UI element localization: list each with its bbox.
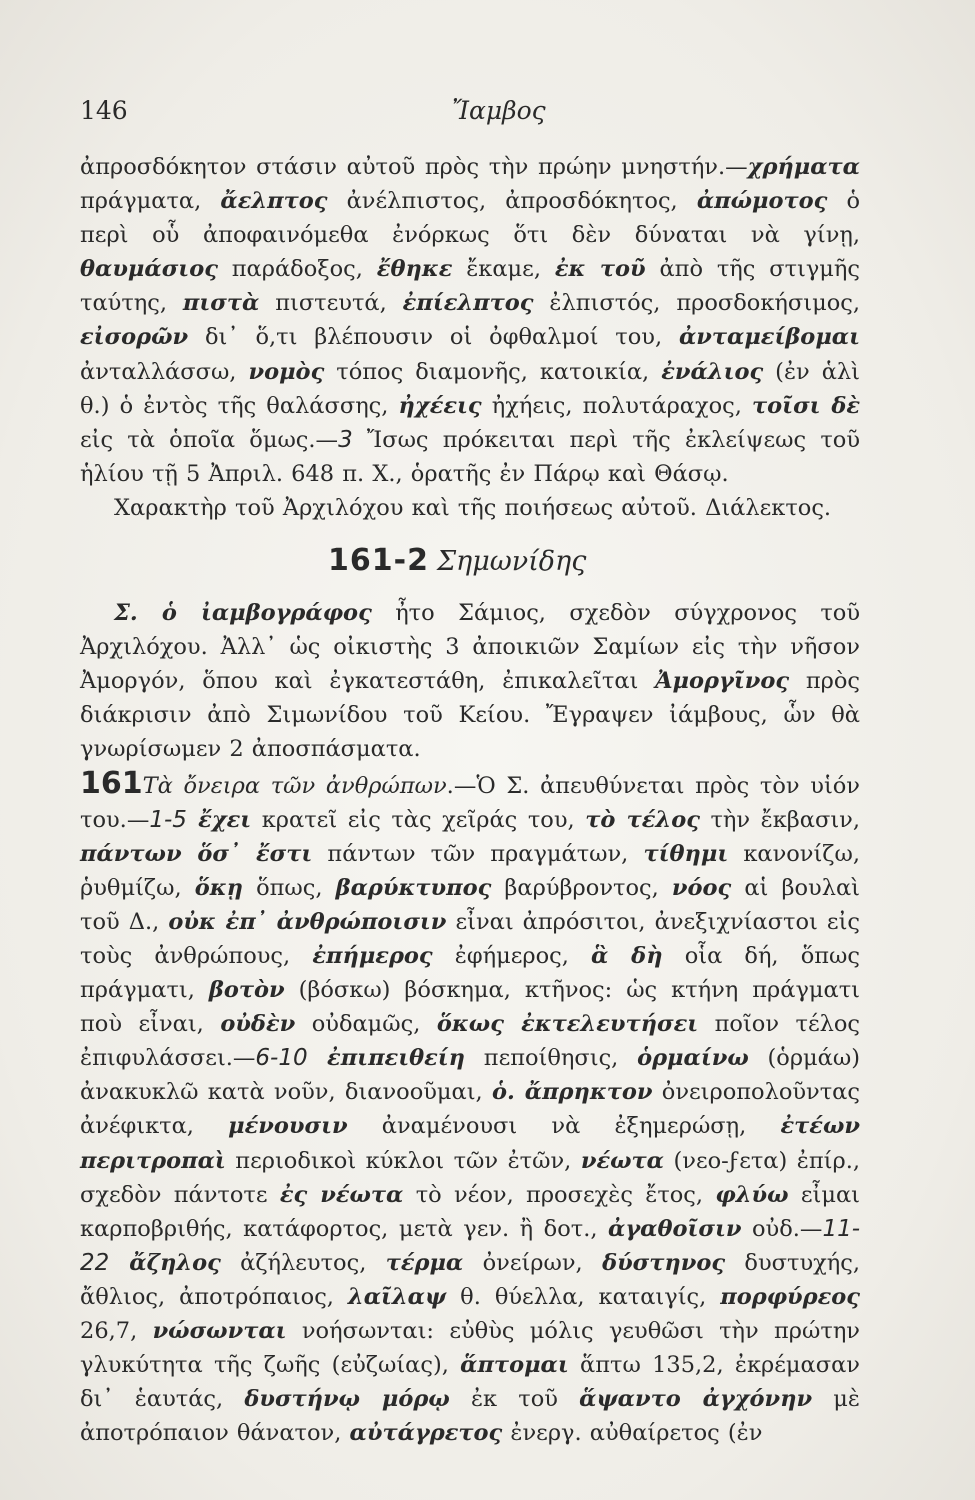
simonides-intro-paragraph: Σ. ὁ ἰαμβογράφος ἦτο Σάμιος, σχεδὸν σύγχρονος τοῦ Ἀρχιλόχου. Ἀλλ᾽ ὡς οἰκιστὴς 3 ἀποικιῶν Σαμίων εἰς τὴν νῆσον Ἀμοργόν, ὅπου καὶ ἐγκατεστάθη, ἐπικαλεῖται Ἀμοργῖνος πρὸς διάκρισιν ἀπὸ Σιμωνίδου τοῦ Κείου. Ἔγραψεν ἰάμβους, ὧν θὰ γνωρίσωμεν 2 ἀποσπάσματα. bbox=[80, 600, 861, 763]
fragment-title: Τὰ ὄνειρα τῶν ἀνθρώπων bbox=[142, 772, 447, 799]
page-body bbox=[80, 150, 860, 1450]
page-header bbox=[80, 96, 900, 132]
section-title: Σημωνίδης bbox=[436, 546, 587, 578]
section-number: 161-2 bbox=[328, 543, 429, 579]
running-title: Ἴαμβος bbox=[452, 96, 546, 125]
character-dialect-note: Χαρακτὴρ τοῦ Ἀρχιλόχου καὶ τῆς ποιήσεως αὐτοῦ. Διάλεκτος. bbox=[114, 494, 832, 521]
page-number: 146 bbox=[80, 96, 128, 125]
commentary-paragraph-archilochus: ἀπροσδόκητον στάσιν αὐτοῦ πρὸς τὴν πρώην μνηστήν.—χρήματα πράγματα, ἄελπτος ἀνέλπιστος, ἀπροσδόκητος, ἀπώμοτος ὁ περὶ οὗ ἀποφαινόμεθα ἐνόρκως ὅτι δὲν δύναται νὰ γίνῃ, θαυμάσιος παράδοξος, ἔθηκε ἔκαμε, ἐκ τοῦ ἀπὸ τῆς στιγμῆς ταύτης, πιστὰ πιστευτά, ἐπίελπτος ἐλπιστός, προσδοκήσιμος, εἰσορῶν δι᾽ ὅ,τι βλέπουσιν οἱ ὀφθαλμοί του, ἀνταμείβομαι ἀνταλλάσσω, νομὸς τόπος διαμονῆς, κατοικία, ἐνάλιος (ἐν ἁλὶ θ.) ὁ ἐντὸς τῆς θαλάσσης, ἠχέεις ἠχήεις, πολυτάραχος, τοῖσι δὲ εἰς τὰ ὁποῖα ὅμως.—3 Ἴσως πρόκειται περὶ τῆς ἐκλείψεως τοῦ ἡλίου τῇ 5 Ἀπριλ. 648 π. Χ., ὁρατῆς ἐν Πάρῳ καὶ Θάσῳ. bbox=[80, 154, 861, 487]
fragment-161-commentary: 161Τὰ ὄνειρα τῶν ἀνθρώπων.—Ὁ Σ. ἀπευθύνεται πρὸς τὸν υἱόν του.—1-5 ἔχει κρατεῖ εἰς τὰς χεῖράς του, τὸ τέλος τὴν ἔκβασιν, πάντων ὅσ᾽ ἔστι πάντων τῶν πραγμάτων, τίθημι κανονίζω, ῥυθμίζω, ὅκῃ ὅπως, βαρύκτυπος βαρύβροντος, νόος αἱ βουλαὶ τοῦ Δ., οὐκ ἐπ᾽ ἀνθρώποισιν εἶναι ἀπρόσιτοι, ἀνεξιχνίαστοι εἰς τοὺς ἀνθρώπους, ἐπήμερος ἐφήμερος, ἃ δὴ οἷα δή, ὅπως πράγματι, βοτὸν (βόσκω) βόσκημα, κτῆνος: ὡς κτήνη πράγματι ποὺ εἶναι, οὐδὲν οὐδαμῶς, ὅκως ἐκτελευτήσει ποῖον τέλος ἐπιφυλάσσει.—6-10 ἐπιπειθείη πεποίθησις, ὁρμαίνω (ὁρμάω) ἀνακυκλῶ κατὰ νοῦν, διανοοῦμαι, ὁ. ἄπρηκτον ὀνειροπολοῦντας ἀνέφικτα, μένουσιν ἀναμένουσι νὰ ἐξημερώσῃ, ἐτέων περιτροπαὶ περιοδικοὶ κύκλοι τῶν ἐτῶν, νέωτα (νεο-ϝετα) ἐπίρ., σχεδὸν πάντοτε ἐς νέωτα τὸ νέον, προσεχὲς ἔτος, φλύω εἶμαι καρποβριθής, κατάφορτος, μετὰ γεν. ἢ δοτ., ἀγαθοῖσιν οὐδ.—11-22 ἄζηλος ἀζήλευτος, τέρμα ὀνείρων, δύστηνος δυστυχής, ἄθλιος, ἀποτρόπαιος, λαῖλαψ θ. θύελλα, καταιγίς, πορφύρεος 26,7, νώσωνται νοήσωνται: εὐθὺς μόλις γευθῶσι τὴν πρώτην γλυκύτητα τῆς ζωῆς (εὐζωίας), ἅπτομαι ἅπτω 135,2, ἐκρέμασαν δι᾽ ἑαυτάς, δυστήνῳ μόρῳ ἐκ τοῦ ἅψαντο ἀγχόνην μὲ ἀποτρόπαιον θάνατον, αὐτάγρετος ἐνεργ. αὐθαίρετος (ἐν bbox=[80, 765, 861, 1447]
section-heading bbox=[80, 541, 860, 582]
fragment-number: 161 bbox=[80, 765, 143, 801]
